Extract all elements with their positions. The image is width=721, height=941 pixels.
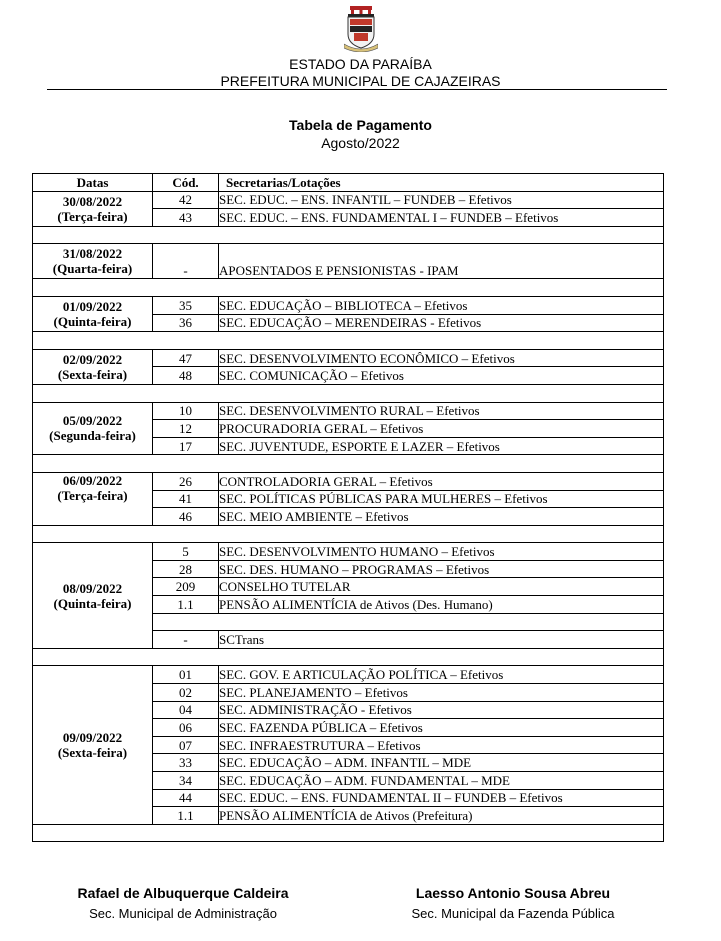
department-cell: SEC. EDUCAÇÃO – ADM. FUNDAMENTAL – MDE [219, 772, 664, 790]
code-cell: 07 [153, 736, 219, 754]
col-header-code: Cód. [153, 174, 219, 192]
weekday-value: (Terça-feira) [57, 208, 128, 224]
department-cell: APOSENTADOS E PENSIONISTAS - IPAM [219, 244, 664, 279]
date-value: 09/09/2022 [62, 730, 123, 746]
department-cell: SEC. EDUCAÇÃO – MERENDEIRAS - Efetivos [219, 314, 664, 332]
signatory-name: Laesso Antonio Sousa Abreu [415, 885, 611, 901]
code-cell: 33 [153, 754, 219, 772]
weekday-value: (Terça-feira) [57, 487, 128, 503]
spacer-row [33, 279, 664, 297]
weekday-value: (Quarta-feira) [52, 261, 133, 277]
code-cell: 12 [153, 420, 219, 438]
date-value: 06/09/2022 [62, 472, 123, 488]
document-subtitle: Agosto/2022 [321, 135, 400, 151]
department-cell: SEC. DESENVOLVIMENTO HUMANO – Efetivos [219, 543, 664, 561]
code-cell: 34 [153, 772, 219, 790]
code-cell: 35 [153, 296, 219, 314]
code-cell: 02 [153, 684, 219, 702]
code-cell: 36 [153, 314, 219, 332]
header-state: ESTADO DA PARAÍBA [289, 56, 432, 72]
table-row [33, 296, 664, 314]
code-cell: 41 [153, 490, 219, 508]
code-cell: 04 [153, 701, 219, 719]
code-cell: 06 [153, 719, 219, 737]
weekday-value: (Quinta-feira) [53, 314, 132, 330]
spacer-row [33, 525, 664, 543]
date-value: 01/09/2022 [62, 299, 123, 315]
spacer-row [33, 455, 664, 473]
department-cell: PENSÃO ALIMENTÍCIA de Ativos (Prefeitura) [219, 807, 664, 825]
department-cell: SEC. DESENVOLVIMENTO ECONÔMICO – Efetivos [219, 349, 664, 367]
weekday-value: (Sexta-feira) [57, 366, 128, 382]
department-cell: CONSELHO TUTELAR [219, 578, 664, 596]
date-cell [33, 472, 153, 525]
department-cell: PROCURADORIA GERAL – Efetivos [219, 420, 664, 438]
table-row [33, 472, 664, 490]
table-row [33, 191, 664, 209]
department-cell: PENSÃO ALIMENTÍCIA de Ativos (Des. Humano) [219, 596, 664, 614]
header-divider [47, 89, 667, 90]
date-cell [33, 666, 153, 824]
code-cell: 47 [153, 349, 219, 367]
date-cell [33, 191, 153, 226]
department-cell: CONTROLADORIA GERAL – Efetivos [219, 472, 664, 490]
table-row [33, 349, 664, 367]
date-value: 05/09/2022 [62, 413, 123, 429]
spacer-row [33, 226, 664, 244]
code-cell: 10 [153, 402, 219, 420]
code-cell: - [153, 244, 219, 279]
date-cell [33, 244, 153, 279]
table-header-row [33, 174, 664, 192]
code-cell: 46 [153, 508, 219, 526]
department-cell: SEC. MEIO AMBIENTE – Efetivos [219, 508, 664, 526]
col-header-dates: Datas [33, 174, 153, 192]
department-cell: SEC. EDUCAÇÃO – ADM. INFANTIL – MDE [219, 754, 664, 772]
department-cell: SEC. EDUC. – ENS. FUNDAMENTAL II – FUNDEB – Efetivos [219, 789, 664, 807]
department-cell: SEC. COMUNICAÇÃO – Efetivos [219, 367, 664, 385]
code-cell: 28 [153, 560, 219, 578]
code-cell: - [153, 631, 219, 649]
date-cell [33, 402, 153, 455]
code-cell: 17 [153, 437, 219, 455]
payment-table [32, 173, 664, 842]
signatory-role: Sec. Municipal de Administração [89, 906, 277, 921]
department-cell: SEC. FAZENDA PÚBLICA – Efetivos [219, 719, 664, 737]
signature-block [382, 884, 644, 923]
spacer-row [33, 384, 664, 402]
code-cell: 48 [153, 367, 219, 385]
code-cell: 209 [153, 578, 219, 596]
department-cell: SEC. GOV. E ARTICULAÇÃO POLÍTICA – Efetivos [219, 666, 664, 684]
department-cell: SEC. EDUCAÇÃO – BIBLIOTECA – Efetivos [219, 296, 664, 314]
code-cell: 5 [153, 543, 219, 561]
coat-of-arms-icon [344, 6, 378, 52]
signature-block [52, 884, 314, 923]
header-prefecture: PREFEITURA MUNICIPAL DE CAJAZEIRAS [220, 73, 501, 89]
spacer-row [33, 824, 664, 842]
date-cell [33, 349, 153, 384]
department-cell: SEC. EDUC. – ENS. INFANTIL – FUNDEB – Efetivos [219, 191, 664, 209]
code-cell: 1.1 [153, 807, 219, 825]
col-header-departments: Secretarias/Lotações [219, 174, 664, 192]
date-value: 30/08/2022 [62, 193, 123, 209]
date-value: 02/09/2022 [62, 351, 123, 367]
signatory-role: Sec. Municipal da Fazenda Pública [411, 906, 615, 921]
department-cell: SEC. DES. HUMANO – PROGRAMAS – Efetivos [219, 560, 664, 578]
table-row [33, 543, 664, 561]
table-row [33, 402, 664, 420]
weekday-value: (Quinta-feira) [53, 595, 132, 611]
department-cell: SEC. EDUC. – ENS. FUNDAMENTAL I – FUNDEB – Efetivos [219, 209, 664, 227]
department-cell: SEC. DESENVOLVIMENTO RURAL – Efetivos [219, 402, 664, 420]
department-cell: SCTrans [219, 631, 664, 649]
date-cell [33, 543, 153, 649]
code-cell: 42 [153, 191, 219, 209]
table-row [33, 666, 664, 684]
weekday-value: (Sexta-feira) [57, 745, 128, 761]
code-cell: 44 [153, 789, 219, 807]
department-cell: SEC. PLANEJAMENTO – Efetivos [219, 684, 664, 702]
date-cell [33, 296, 153, 331]
department-cell: SEC. INFRAESTRUTURA – Efetivos [219, 736, 664, 754]
department-cell: SEC. ADMINISTRAÇÃO - Efetivos [219, 701, 664, 719]
code-cell: 26 [153, 472, 219, 490]
table-row [33, 244, 664, 279]
signatory-name: Rafael de Albuquerque Caldeira [77, 885, 289, 901]
department-cell: SEC. POLÍTICAS PÚBLICAS PARA MULHERES – Efetivos [219, 490, 664, 508]
weekday-value: (Segunda-feira) [49, 428, 136, 444]
document-title: Tabela de Pagamento [289, 117, 432, 133]
date-value: 08/09/2022 [62, 580, 123, 596]
department-cell: SEC. JUVENTUDE, ESPORTE E LAZER – Efetivos [219, 437, 664, 455]
spacer-row [33, 332, 664, 350]
spacer-row [33, 648, 664, 666]
code-cell: 1.1 [153, 596, 219, 614]
code-cell: 43 [153, 209, 219, 227]
code-cell: 01 [153, 666, 219, 684]
date-value: 31/08/2022 [62, 246, 123, 262]
